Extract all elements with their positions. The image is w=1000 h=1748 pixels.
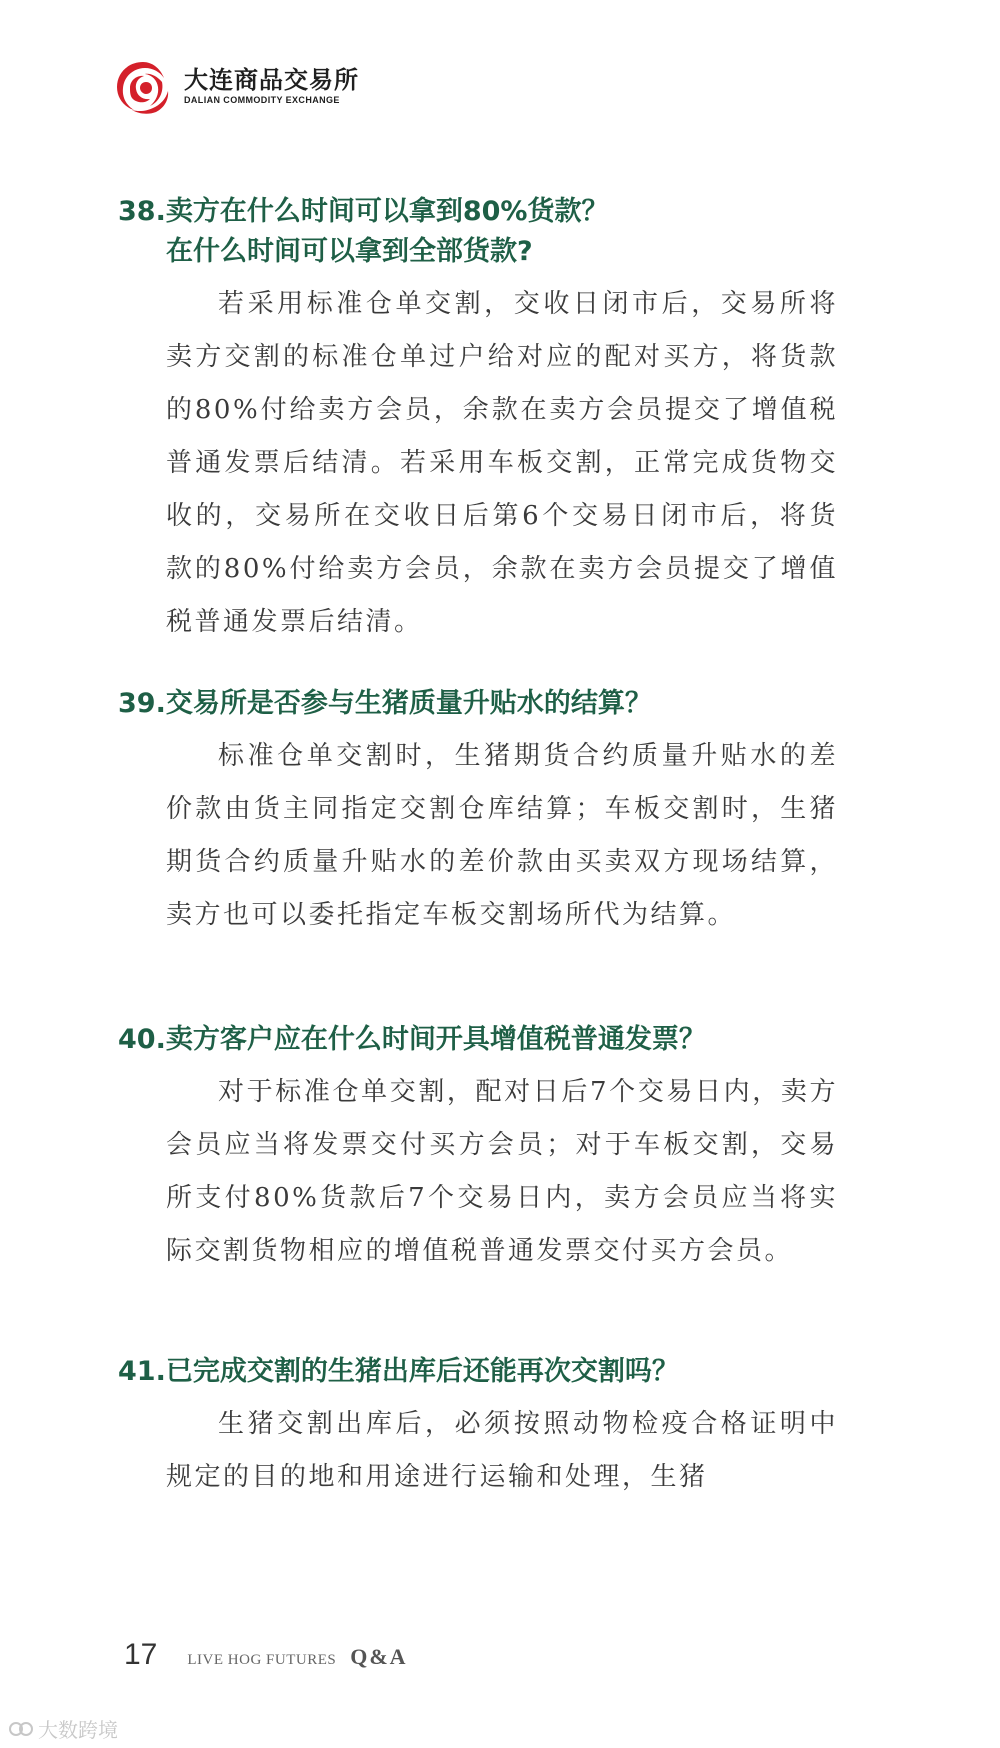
question-line-1: 38.卖方在什么时间可以拿到80%货款？	[118, 196, 609, 227]
answer-text: 若采用标准仓单交割，交收日闭市后，交易所将卖方交割的标准仓单过户给对应的配对买方，将货款的80%付给卖方会员，余款在卖方会员提交了增值税普通发票后结清。若采用车板交割，正常完成货物交收的，交易所在交收日后第6个交易日闭市后，将货款的80%付给卖方会员，余款在卖方会员提交了增值税普通发票后结清。	[166, 289, 838, 637]
logo-english-name: DALIAN COMMODITY EXCHANGE	[184, 95, 340, 105]
exchange-logo	[112, 58, 359, 114]
logo-text	[184, 66, 359, 106]
footer-qa-mark: Q&A	[350, 1644, 408, 1669]
answer-text: 生猪交割出库后，必须按照动物检疫合格证明中规定的目的地和用途进行运输和处理，生猪	[166, 1409, 838, 1492]
question-title	[118, 1352, 838, 1392]
qa-item-39	[118, 684, 838, 942]
qa-item-38	[118, 192, 838, 649]
question-line-1: 41.已完成交割的生猪出库后还能再次交割吗？	[118, 1356, 679, 1387]
qa-item-41	[118, 1352, 838, 1504]
answer-text: 标准仓单交割时，生猪期货合约质量升贴水的差价款由货主同指定交割仓库结算；车板交割时，生猪期货合约质量升贴水的差价款由买卖双方现场结算，卖方也可以委托指定车板交割场所代为结算。	[166, 741, 838, 930]
question-line-1: 39.交易所是否参与生猪质量升贴水的结算？	[118, 688, 652, 719]
question-title	[118, 192, 838, 272]
page-footer	[124, 1638, 408, 1672]
dce-logo-icon	[112, 58, 174, 114]
watermark-text: 大数跨境	[38, 1718, 118, 1742]
watermark	[8, 1714, 118, 1743]
footer-label: LIVE HOG FUTURES	[187, 1652, 337, 1668]
question-title	[118, 684, 838, 724]
page-number: 17	[124, 1638, 158, 1671]
qa-item-40	[118, 1020, 838, 1278]
watermark-icon	[8, 1720, 34, 1738]
question-title	[118, 1020, 838, 1060]
logo-chinese-name: 大连商品交易所	[184, 66, 359, 94]
question-line-1: 40.卖方客户应在什么时间开具增值税普通发票？	[118, 1024, 706, 1055]
question-line-2: 在什么时间可以拿到全部货款?	[166, 236, 533, 267]
answer-text: 对于标准仓单交割，配对日后7个交易日内，卖方会员应当将发票交付买方会员；对于车板交割，交易所支付80%货款后7个交易日内，卖方会员应当将实际交割货物相应的增值税普通发票交付买方会员。	[166, 1077, 838, 1266]
